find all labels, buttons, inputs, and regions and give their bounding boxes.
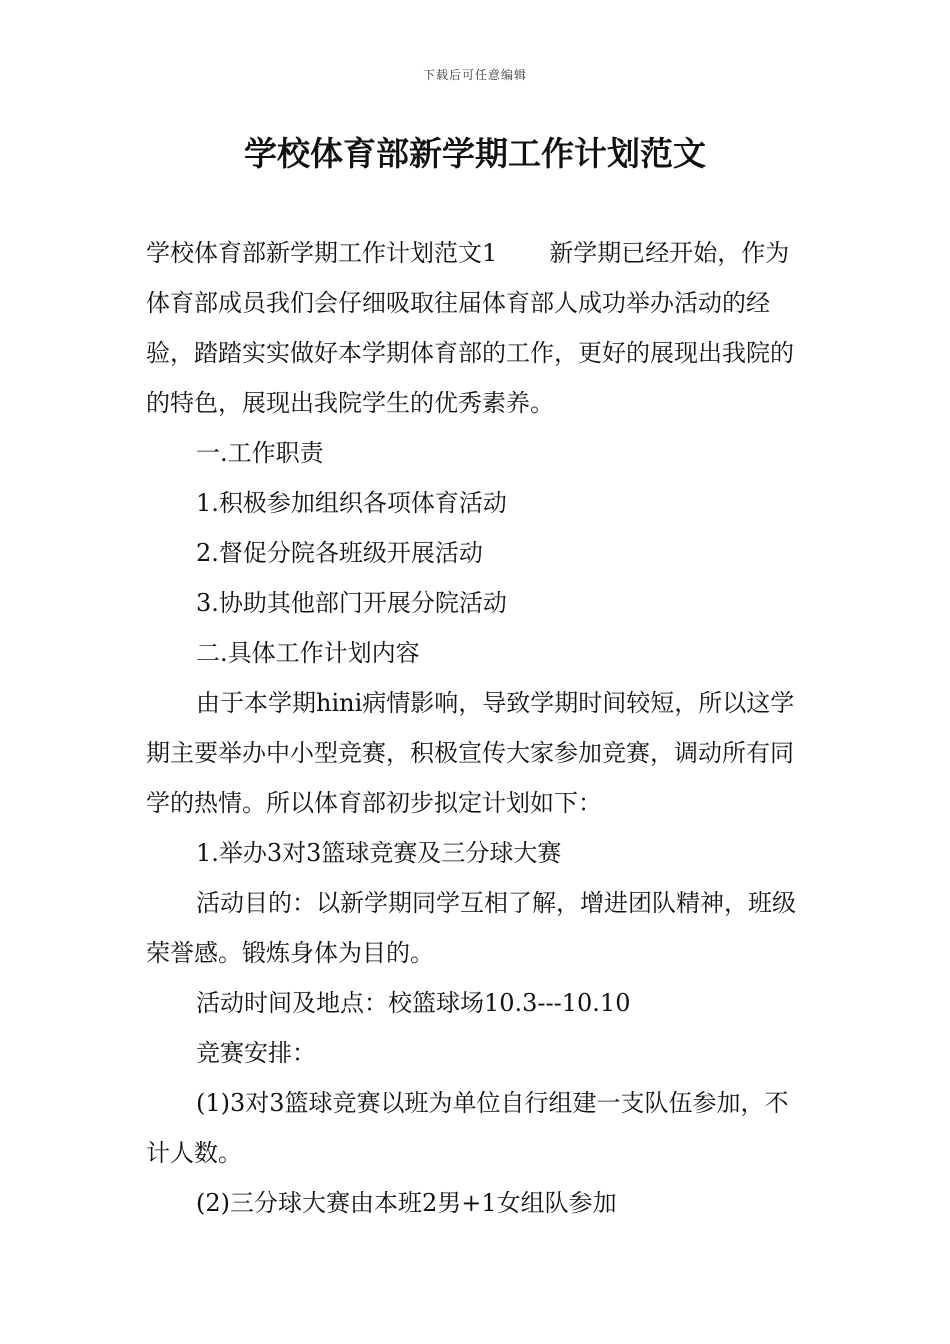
header-note: 下载后可任意编辑 [422,68,527,82]
section-heading-duties: 一.工作职责 [196,439,324,467]
arrangement-item-1: (1)3对3篮球竞赛以班为单位自行组建一支队伍参加，不计人数。 [146,1089,789,1167]
intro-paragraph [146,228,810,428]
intro-text: 新学期已经开始，作为体育部成员我们会仔细吸取往届体育部人成功举办活动的经验，踏踏实实做好本学期体育部的工作，更好的展现出我院的的特色，展现出我院学生的优秀素养。 [146,239,794,417]
document-body [146,228,810,1228]
plan-item-1: 1.举办3对3篮球竞赛及三分球大赛 [196,839,562,867]
arrangement-item-2: (2)三分球大赛由本班2男+1女组队参加 [196,1189,617,1217]
activity-purpose: 活动目的：以新学期同学互相了解，增进团队精神，班级荣誉感。锻炼身体为目的。 [146,889,796,967]
document-title: 学校体育部新学期工作计划范文 [244,134,706,173]
section-heading-plan: 二.具体工作计划内容 [196,639,420,667]
duty-item-2: 2.督促分院各班级开展活动 [196,539,483,567]
duty-item-1: 1.积极参加组织各项体育活动 [196,489,507,517]
intro-lead: 学校体育部新学期工作计划范文1 [146,239,498,267]
plan-intro-paragraph: 由于本学期hini病情影响，导致学期时间较短，所以这学期主要举办中小型竞赛，积极宣传大家参加竞赛，调动所有同学的热情。所以体育部初步拟定计划如下： [146,689,795,817]
activity-time-place: 活动时间及地点：校篮球场10.3---10.10 [196,989,631,1017]
duty-item-3: 3.协助其他部门开展分院活动 [196,589,507,617]
competition-arrangement-heading: 竞赛安排： [196,1039,316,1067]
